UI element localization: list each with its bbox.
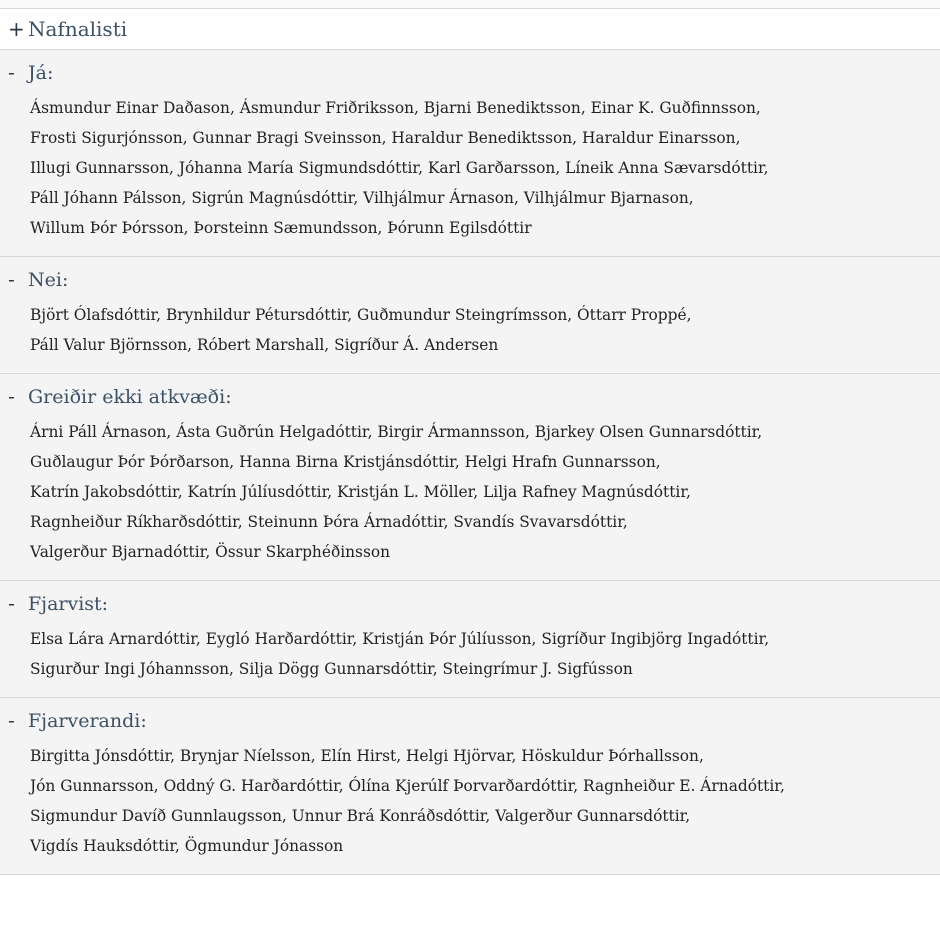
section-fjarverandi-title: Fjarverandi: (28, 710, 147, 732)
section-fjarverandi-toggle[interactable] (0, 707, 940, 735)
name-line: Guðlaugur Þór Þórðarson, Hanna Birna Kristjánsdóttir, Helgi Hrafn Gunnarsson, (30, 453, 661, 471)
top-divider (0, 0, 940, 9)
collapse-icon: - (8, 269, 15, 291)
section-ja-toggle[interactable] (0, 59, 940, 87)
section-ja (0, 50, 940, 257)
name-line: Willum Þór Þórsson, Þorsteinn Sæmundsson, Þórunn Egilsdóttir (30, 219, 532, 237)
section-greidir-ekki-toggle[interactable] (0, 383, 940, 411)
section-greidir-ekki-title: Greiðir ekki atkvæði: (28, 386, 232, 408)
section-nei (0, 257, 940, 374)
collapse-icon: - (8, 710, 15, 732)
name-line: Vigdís Hauksdóttir, Ögmundur Jónasson (30, 837, 344, 855)
section-fjarverandi-names (0, 735, 940, 861)
nafnalisti-title: Nafnalisti (28, 17, 128, 41)
name-line: Björt Ólafsdóttir, Brynhildur Pétursdóttir, Guðmundur Steingrímsson, Óttarr Proppé, (30, 306, 692, 324)
collapse-icon: - (8, 593, 15, 615)
collapse-icon: - (8, 386, 15, 408)
section-ja-names (0, 87, 940, 243)
name-line: Birgitta Jónsdóttir, Brynjar Níelsson, Elín Hirst, Helgi Hjörvar, Höskuldur Þórhallsson, (30, 747, 704, 765)
section-nei-names (0, 294, 940, 360)
section-nei-toggle[interactable] (0, 266, 940, 294)
name-line: Páll Valur Björnsson, Róbert Marshall, Sigríður Á. Andersen (30, 336, 499, 354)
name-line: Illugi Gunnarsson, Jóhanna María Sigmundsdóttir, Karl Garðarsson, Líneik Anna Sævarsdóttir, (30, 159, 769, 177)
section-fjarvist-title: Fjarvist: (28, 593, 109, 615)
name-line: Katrín Jakobsdóttir, Katrín Júlíusdóttir, Kristján L. Möller, Lilja Rafney Magnúsdóttir, (30, 483, 691, 501)
section-greidir-ekki-names (0, 411, 940, 567)
name-line: Frosti Sigurjónsson, Gunnar Bragi Sveinsson, Haraldur Benediktsson, Haraldur Einarsson, (30, 129, 741, 147)
name-line: Árni Páll Árnason, Ásta Guðrún Helgadóttir, Birgir Ármannsson, Bjarkey Olsen Gunnarsdóttir, (30, 423, 763, 441)
section-greidir-ekki (0, 374, 940, 581)
section-fjarvist-toggle[interactable] (0, 590, 940, 618)
name-line: Páll Jóhann Pálsson, Sigrún Magnúsdóttir, Vilhjálmur Árnason, Vilhjálmur Bjarnason, (30, 189, 694, 207)
section-fjarverandi (0, 698, 940, 875)
nafnalisti-header[interactable] (0, 9, 940, 50)
name-line: Ásmundur Einar Daðason, Ásmundur Friðriksson, Bjarni Benediktsson, Einar K. Guðfinnsson, (30, 99, 761, 117)
expand-icon: + (8, 17, 25, 41)
name-line: Sigurður Ingi Jóhannsson, Silja Dögg Gunnarsdóttir, Steingrímur J. Sigfússon (30, 660, 633, 678)
collapse-icon: - (8, 62, 15, 84)
section-fjarvist-names (0, 618, 940, 684)
name-line: Elsa Lára Arnardóttir, Eygló Harðardóttir, Kristján Þór Júlíusson, Sigríður Ingibjörg Ingadóttir, (30, 630, 770, 648)
name-line: Sigmundur Davíð Gunnlaugsson, Unnur Brá Konráðsdóttir, Valgerður Gunnarsdóttir, (30, 807, 691, 825)
section-nei-title: Nei: (28, 269, 69, 291)
name-line: Jón Gunnarsson, Oddný G. Harðardóttir, Ólína Kjerúlf Þorvarðardóttir, Ragnheiður E. Árnadóttir, (30, 777, 785, 795)
name-line: Ragnheiður Ríkharðsdóttir, Steinunn Þóra Árnadóttir, Svandís Svavarsdóttir, (30, 513, 628, 531)
section-ja-title: Já: (28, 62, 54, 84)
name-line: Valgerður Bjarnadóttir, Össur Skarphéðinsson (30, 543, 391, 561)
section-fjarvist (0, 581, 940, 698)
